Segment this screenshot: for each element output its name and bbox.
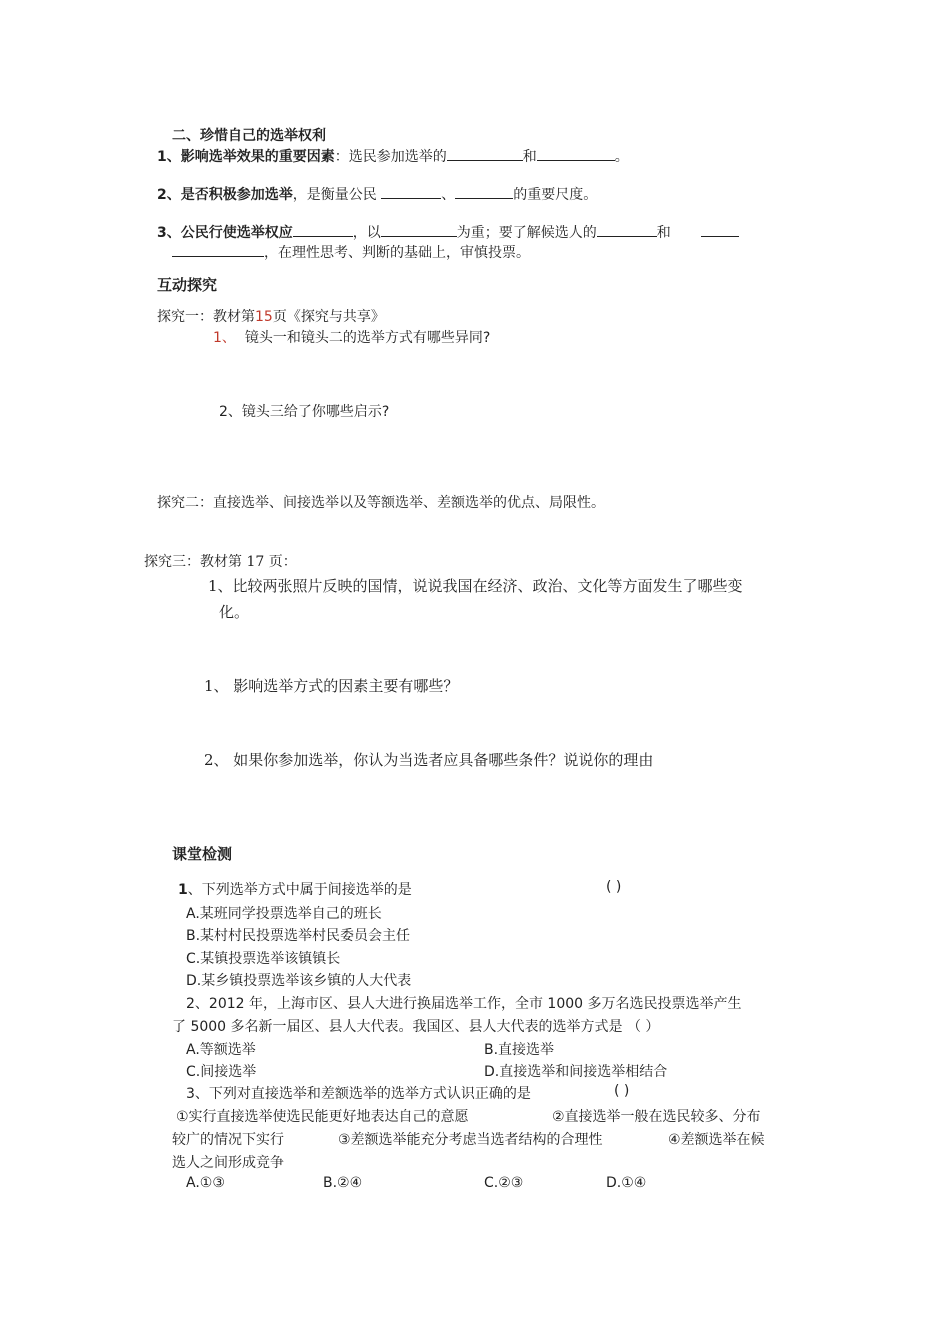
blank-field[interactable]	[381, 222, 457, 237]
blank-field[interactable]	[293, 222, 353, 237]
question-1	[157, 146, 629, 166]
question-3-label: 3、公民行使选举权应	[157, 225, 293, 241]
option-b[interactable]: B.直接选举	[484, 1042, 555, 1058]
explore-3-q2: 1、 影响选举方式的因素主要有哪些？	[204, 677, 459, 695]
statement-4: ④差额选举在候	[668, 1132, 765, 1148]
option-d[interactable]: D.直接选举和间接选举相结合	[484, 1064, 668, 1080]
test-q2-line1: 2、2012 年，上海市区、县人大进行换届选举工作，全市 1000 多万名选民投票选举产生	[186, 996, 742, 1012]
statement-4-cont: 选人之间形成竞争	[172, 1155, 284, 1171]
test-q1	[178, 879, 412, 899]
option-a[interactable]: A.①③	[186, 1175, 225, 1191]
separator: 、	[441, 187, 456, 203]
explore-3-q1: 1、比较两张照片反映的国情，说说我国在经济、政治、文化等方面发生了哪些变	[208, 577, 743, 595]
question-2-label: 2、是否积极参加选举	[157, 187, 293, 203]
option-a[interactable]: A.等额选举	[186, 1042, 256, 1058]
option-d[interactable]: D.某乡镇投票选举该乡镇的人大代表	[186, 973, 412, 989]
option-c[interactable]: C.间接选举	[186, 1064, 257, 1080]
explore-1	[157, 306, 385, 326]
blank-field[interactable]	[597, 222, 657, 237]
option-d[interactable]: D.①④	[606, 1175, 647, 1191]
test-title: 课堂检测	[172, 845, 233, 863]
and-text: 和	[522, 149, 537, 165]
blank-field[interactable]	[172, 242, 264, 257]
question-2	[157, 184, 597, 204]
statement-1: ①实行直接选举使选民能更好地表达自己的意愿	[176, 1109, 469, 1125]
question-text: 镜头一和镜头二的选举方式有哪些异同?	[244, 330, 491, 346]
question-3-text-2: 为重；要了解候选人的	[456, 225, 597, 241]
question-2-text: ，是衡量公民	[292, 187, 377, 203]
blank-field[interactable]	[455, 184, 513, 199]
explore-3: 探究三：教材第 17 页：	[144, 554, 297, 570]
statement-2: ②直接选举一般在选民较多、分布	[552, 1109, 761, 1125]
option-b[interactable]: B.某村村民投票选举村民委员会主任	[186, 928, 411, 944]
explore-1-rest: 页《探究与共享》	[272, 309, 385, 325]
question-3-cont	[172, 242, 530, 262]
question-3	[157, 222, 739, 242]
explore-3-q3: 2、 如果你参加选举，你认为当选者应具备哪些条件？说说你的理由	[204, 751, 654, 769]
question-number: 1、	[213, 330, 236, 346]
answer-paren[interactable]: ( )	[614, 1083, 630, 1099]
period: 。	[614, 149, 629, 165]
blank-field[interactable]	[447, 146, 523, 161]
interact-title: 互动探究	[157, 276, 218, 294]
test-q2-line2: 了 5000 多名新一届区、县人大代表。我国区、县人大代表的选举方式是 （ ）	[172, 1019, 660, 1035]
question-1-label: 1、影响选举效果的重要因素	[157, 149, 335, 165]
statement-3: ③差额选举能充分考虑当选者结构的合理性	[338, 1132, 603, 1148]
section-title: 二、珍惜自己的选举权利	[172, 128, 326, 144]
and-text: 和	[656, 225, 671, 241]
explore-1-q2: 2、镜头三给了你哪些启示?	[219, 404, 390, 420]
explore-1-label: 探究一：教材第	[157, 309, 255, 325]
answer-paren[interactable]: ( )	[606, 879, 622, 895]
page-number: 15	[255, 309, 273, 325]
option-a[interactable]: A.某班同学投票选举自己的班长	[186, 906, 382, 922]
explore-3-q1-cont: 化。	[219, 603, 250, 621]
question-text: 、下列选举方式中属于间接选举的是	[187, 882, 412, 898]
question-3-text-3: ，在理性思考、判断的基础上，审慎投票。	[264, 245, 530, 261]
question-number: 1	[178, 882, 188, 898]
option-c[interactable]: C.②③	[484, 1175, 524, 1191]
explore-2: 探究二：直接选举、间接选举以及等额选举、差额选举的优点、局限性。	[157, 495, 605, 511]
question-2-end: 的重要尺度。	[513, 187, 598, 203]
statement-2-cont: 较广的情况下实行	[172, 1132, 284, 1148]
question-1-text: ：选民参加选举的	[334, 149, 447, 165]
blank-field[interactable]	[381, 184, 441, 199]
blank-field[interactable]	[701, 222, 739, 237]
test-q3: 3、下列对直接选举和差额选举的选举方式认识正确的是	[186, 1086, 531, 1102]
question-3-text-1: ，以	[352, 225, 381, 241]
option-c[interactable]: C.某镇投票选举该镇镇长	[186, 951, 341, 967]
explore-1-q1	[213, 327, 490, 347]
option-b[interactable]: B.②④	[323, 1175, 363, 1191]
blank-field[interactable]	[537, 146, 615, 161]
